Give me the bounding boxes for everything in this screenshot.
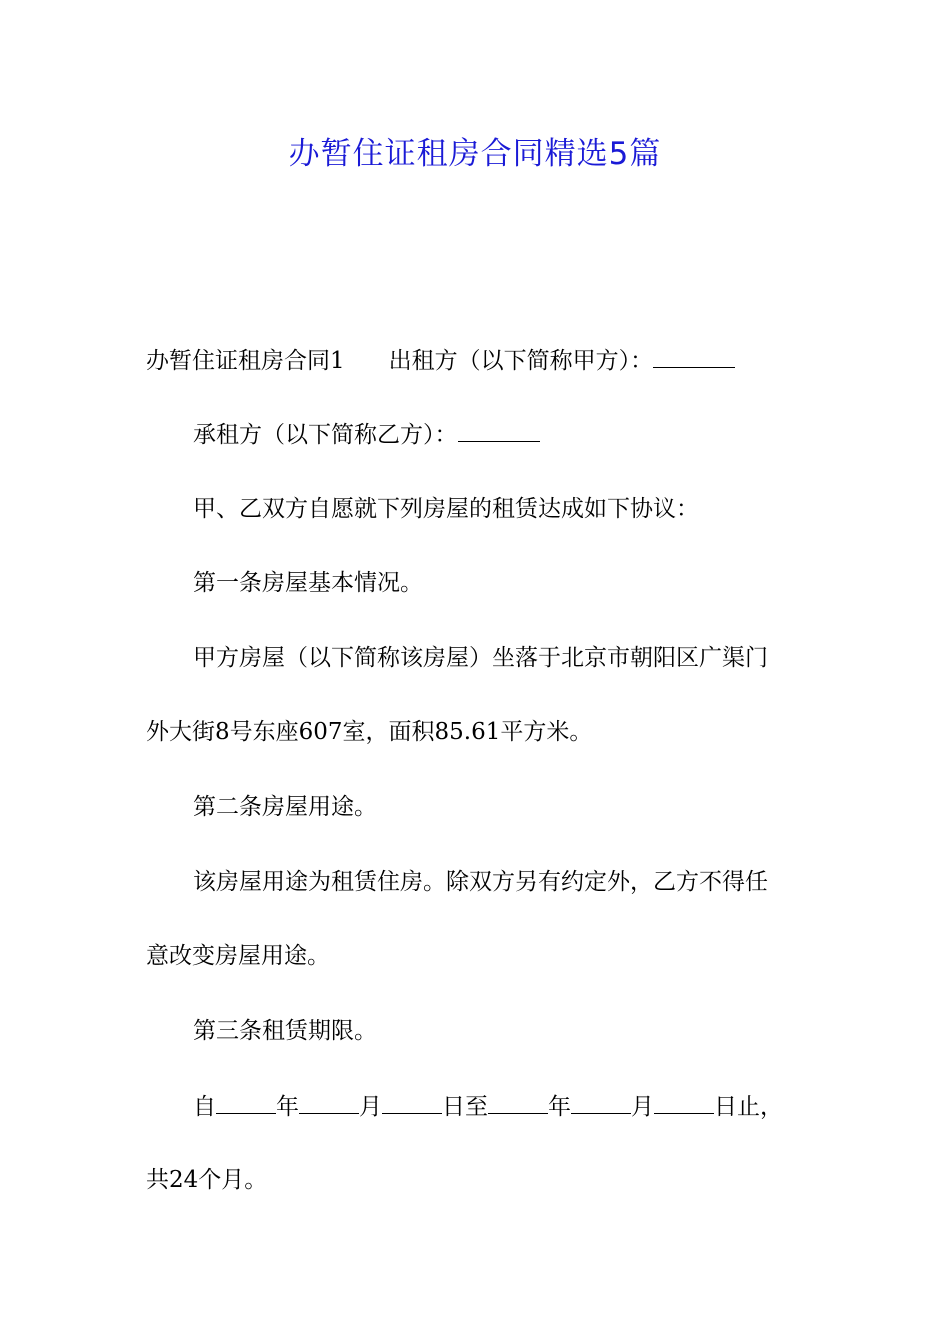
article-2-text-a: 该房屋用途为租赁住房。除双方另有约定外，乙方不得任 — [193, 869, 768, 895]
month-label-2: 月 — [631, 1094, 654, 1120]
lessor-blank — [653, 345, 735, 368]
end-month-blank — [571, 1091, 631, 1114]
month-label: 月 — [359, 1094, 382, 1120]
article-1-text-a: 甲方房屋（以下简称该房屋）坐落于北京市朝阳区广渠门 — [193, 645, 768, 671]
lessee-line — [193, 419, 853, 450]
year-label-2: 年 — [548, 1094, 571, 1120]
start-month-blank — [299, 1091, 359, 1114]
contract-first-line — [146, 345, 806, 376]
year-label: 年 — [276, 1094, 299, 1120]
article-3-heading: 第三条租赁期限。 — [193, 1018, 377, 1044]
start-year-blank — [216, 1091, 276, 1114]
start-day-blank — [382, 1091, 442, 1114]
day-to-label: 日至 — [442, 1094, 488, 1120]
article-2-heading: 第二条房屋用途。 — [193, 794, 377, 820]
from-label: 自 — [193, 1094, 216, 1120]
day-end-label: 日止， — [714, 1094, 783, 1120]
lease-duration: 共24个月。 — [146, 1167, 268, 1193]
lease-period-line — [193, 1091, 853, 1122]
lessor-label: 出租方（以下简称甲方）： — [388, 348, 654, 374]
article-1-text-b: 外大街8号东座607室，面积85.61平方米。 — [146, 719, 593, 745]
article-1-heading: 第一条房屋基本情况。 — [193, 570, 423, 596]
end-day-blank — [654, 1091, 714, 1114]
contract-heading: 办暂住证租房合同1 — [146, 348, 345, 374]
article-2-text-b: 意改变房屋用途。 — [146, 943, 330, 969]
document-title: 办暂住证租房合同精选5篇 — [288, 136, 662, 172]
end-year-blank — [488, 1091, 548, 1114]
lessee-label: 承租方（以下简称乙方）： — [193, 422, 458, 448]
lessee-blank — [458, 419, 540, 442]
agreement-intro: 甲、乙双方自愿就下列房屋的租赁达成如下协议： — [193, 496, 699, 522]
